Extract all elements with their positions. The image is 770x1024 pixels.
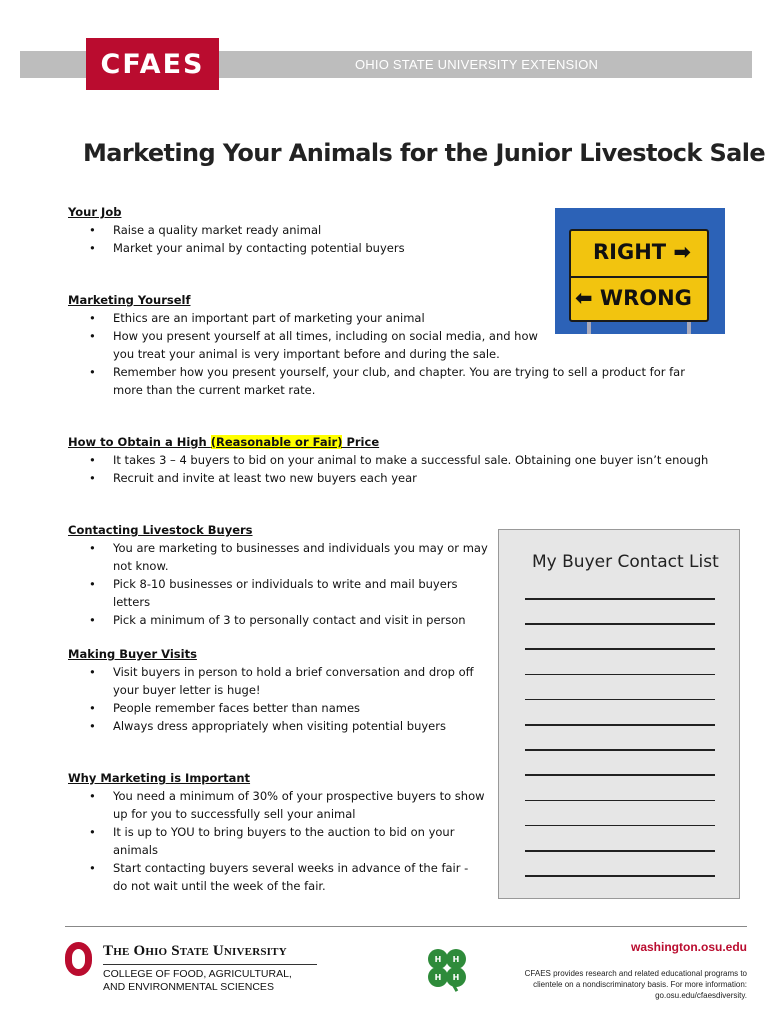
section-heading: Making Buyer Visits <box>68 647 197 661</box>
contact-list-title: My Buyer Contact List <box>532 552 719 572</box>
list-item: • How you present yourself at all times, including on social media, and how you treat your animal is very important before and during the sale. <box>68 327 538 363</box>
section-high-price <box>68 433 728 487</box>
list-item: • It takes 3 – 4 buyers to bid on your animal to make a successful sale. Obtaining one buyer isn’t enough <box>68 451 728 469</box>
svg-text:H: H <box>434 973 442 982</box>
list-item: • Visit buyers in person to hold a brief conversation and drop off your buyer letter is huge! <box>68 663 488 699</box>
section-heading: Contacting Livestock Buyers <box>68 523 253 537</box>
website-link[interactable]: washington.osu.edu <box>631 940 747 954</box>
buyer-contact-list-box <box>498 529 740 899</box>
section-your-job <box>68 203 488 257</box>
section-why-marketing <box>68 769 486 895</box>
contact-blank-line <box>525 800 715 802</box>
page-title: Marketing Your Animals for the Junior Livestock Sale <box>83 139 766 167</box>
sign-right-text: RIGHT ➡ <box>593 240 692 264</box>
nondiscrimination-statement: CFAES provides research and related educational programs to clientele on a nondiscriminatory basis. For more information: go.osu.edu/cfaesdiversity. <box>524 969 747 1000</box>
contact-blank-line <box>525 850 715 852</box>
contact-blank-line <box>525 875 715 877</box>
extension-label: OHIO STATE UNIVERSITY EXTENSION <box>355 57 599 72</box>
list-item: • Ethics are an important part of marketing your animal <box>68 309 686 327</box>
contact-blank-line <box>525 648 715 650</box>
section-heading: Your Job <box>68 205 122 219</box>
list-item: • Remember how you present yourself, your club, and chapter. You are trying to sell a product for far more than the current market rate. <box>68 363 686 399</box>
contact-blank-line <box>525 774 715 776</box>
section-heading: How to Obtain a High (Reasonable or Fair) Price <box>68 435 380 449</box>
svg-text:H: H <box>452 955 460 964</box>
contact-blank-line <box>525 724 715 726</box>
college-name: COLLEGE OF FOOD, AGRICULTURAL, AND ENVIRONMENTAL SCIENCES <box>103 968 292 993</box>
highlighted-text: (Reasonable or Fair) <box>210 435 343 449</box>
list-item: • Market your animal by contacting potential buyers <box>68 239 488 257</box>
list-item: • It is up to YOU to bring buyers to the auction to bid on your animals <box>68 823 486 859</box>
list-item: • Raise a quality market ready animal <box>68 221 488 239</box>
4h-clover-logo <box>423 944 471 992</box>
contact-blank-line <box>525 598 715 600</box>
list-item: • You need a minimum of 30% of your prospective buyers to show up for you to successfully sell your animal <box>68 787 486 823</box>
list-item: • Pick 8-10 businesses or individuals to write and mail buyers letters <box>68 575 492 611</box>
section-heading: Why Marketing is Important <box>68 771 251 785</box>
contact-blank-line <box>525 623 715 625</box>
footer-divider <box>65 926 747 927</box>
university-rule <box>103 964 317 965</box>
osu-block-o-logo <box>65 942 92 976</box>
contact-blank-line <box>525 674 715 676</box>
sign-wrong-text: ⬅ WRONG <box>575 286 692 310</box>
list-item: • Always dress appropriately when visiting potential buyers <box>68 717 488 735</box>
cfaes-logo: CFAES <box>86 38 219 90</box>
section-buyer-visits <box>68 645 488 735</box>
contact-blank-line <box>525 749 715 751</box>
contact-blank-line <box>525 825 715 827</box>
list-item: • Start contacting buyers several weeks in advance of the fair - do not wait until the week of the fair. <box>68 859 486 895</box>
right-wrong-sign-image <box>555 208 725 334</box>
section-contacting-buyers <box>68 521 492 629</box>
list-item: • Recruit and invite at least two new buyers each year <box>68 469 728 487</box>
svg-text:H: H <box>434 955 442 964</box>
contact-blank-line <box>525 699 715 701</box>
section-heading: Marketing Yourself <box>68 293 191 307</box>
list-item: • You are marketing to businesses and individuals you may or may not know. <box>68 539 492 575</box>
university-name: The Ohio State University <box>103 943 287 959</box>
list-item: • People remember faces better than names <box>68 699 488 717</box>
list-item: • Pick a minimum of 3 to personally contact and visit in person <box>68 611 492 629</box>
svg-text:H: H <box>452 973 460 982</box>
